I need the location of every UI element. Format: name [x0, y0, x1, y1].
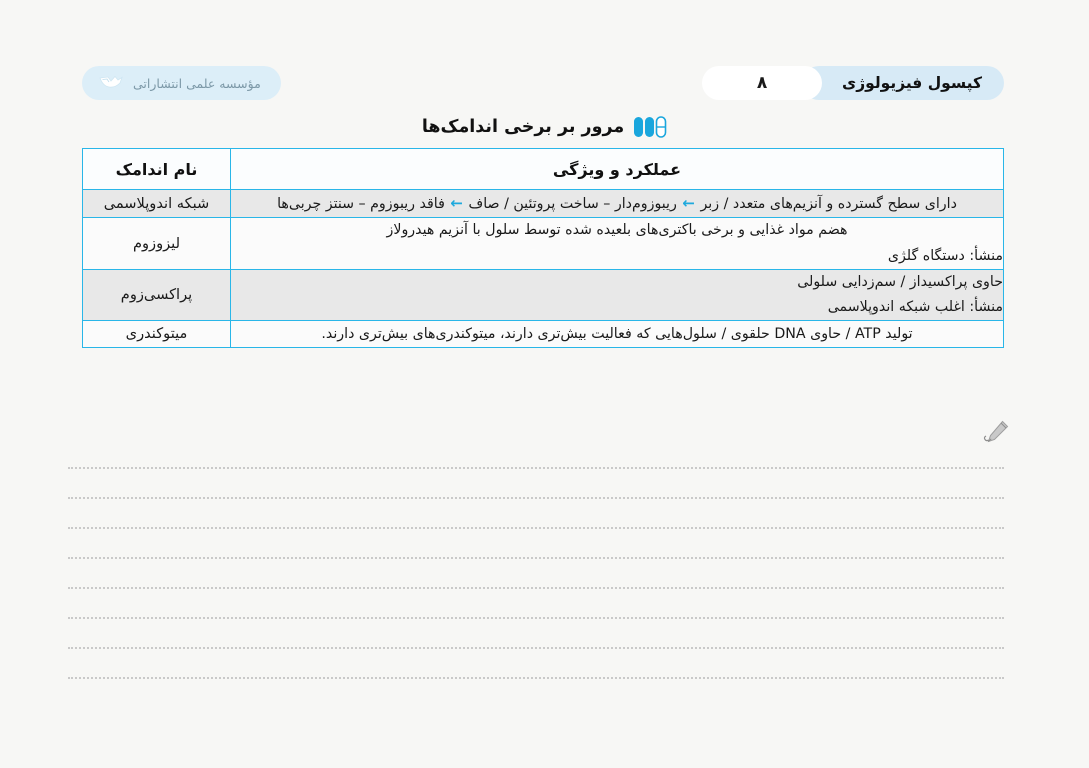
- table-body: [83, 190, 1004, 348]
- bird-logo-icon: [98, 74, 124, 92]
- cell-organelle-name: شبکه اندوپلاسمی: [83, 190, 231, 218]
- description-line: حاوی پراکسیداز / سم‌زدایی سلولی: [797, 273, 1003, 290]
- cell-description: [231, 269, 1004, 321]
- page-number-pill: [702, 66, 822, 100]
- section-title: مرور بر برخی اندامک‌ها: [421, 117, 625, 137]
- note-line[interactable]: [68, 496, 1004, 499]
- description-line: [231, 190, 1003, 217]
- table-header-row: [83, 149, 1004, 190]
- publisher-badge: [82, 66, 281, 100]
- page-number: ۸: [756, 73, 768, 93]
- book-title-pill: [802, 66, 1004, 100]
- cell-organelle-name: میتوکندری: [83, 321, 231, 348]
- table-row: [83, 218, 1004, 270]
- note-line[interactable]: [68, 646, 1004, 649]
- page-header: [0, 66, 1089, 100]
- cell-description: [231, 190, 1004, 218]
- section-heading: [0, 112, 1089, 142]
- header-right-group: [702, 66, 1004, 100]
- description-line: تولید ATP / حاوی DNA حلقوی / سلول‌هایی که فعالیت بیش‌تری دارند، میتوکندری‌های بیش‌تری دارند.: [321, 325, 913, 342]
- note-line[interactable]: [68, 466, 1004, 469]
- organelles-table-wrapper: [82, 148, 1004, 348]
- description-line: هضم مواد غذایی و برخی باکتری‌های بلعیده شده توسط سلول با آنزیم هیدرولاز: [386, 222, 848, 239]
- notes-area: [68, 424, 1004, 706]
- cell-organelle-name: لیزوزوم: [83, 218, 231, 270]
- arrow-icon: ←: [450, 194, 463, 212]
- column-header-name: نام اندامک: [83, 149, 231, 190]
- note-line[interactable]: [68, 586, 1004, 589]
- table-header: [83, 149, 1004, 190]
- table-row: [83, 190, 1004, 218]
- arrow-icon: ←: [682, 194, 695, 212]
- cell-description: [231, 218, 1004, 270]
- organelles-table: [82, 148, 1004, 348]
- table-row: [83, 321, 1004, 348]
- publisher-name: مؤسسه علمی انتشاراتی: [133, 75, 261, 91]
- book-title: کپسول فیزیولوژی: [842, 74, 982, 92]
- cell-description: [231, 321, 1004, 348]
- cell-organelle-name: پراکسی‌زوم: [83, 269, 231, 321]
- description-text-part: فاقد ریبوزوم – سنتز چربی‌ها: [277, 196, 450, 212]
- column-header-description: عملکرد و ویژگی: [231, 149, 1004, 190]
- table-row: [83, 269, 1004, 321]
- note-line[interactable]: [68, 676, 1004, 679]
- capsules-icon: [633, 115, 667, 139]
- note-line[interactable]: [68, 556, 1004, 559]
- description-line-origin: منشأ: دستگاه گلژی: [887, 247, 1003, 264]
- notes-header: [68, 424, 1004, 450]
- description-line-origin: منشأ: اغلب شبکه اندوپلاسمی: [827, 299, 1003, 316]
- note-line[interactable]: [68, 616, 1004, 619]
- description-text-part: ریبوزوم‌دار – ساخت پروتئین / صاف: [463, 196, 682, 212]
- description-text-part: دارای سطح گسترده و آنزیم‌های متعدد / زبر: [695, 196, 957, 212]
- note-line[interactable]: [68, 526, 1004, 529]
